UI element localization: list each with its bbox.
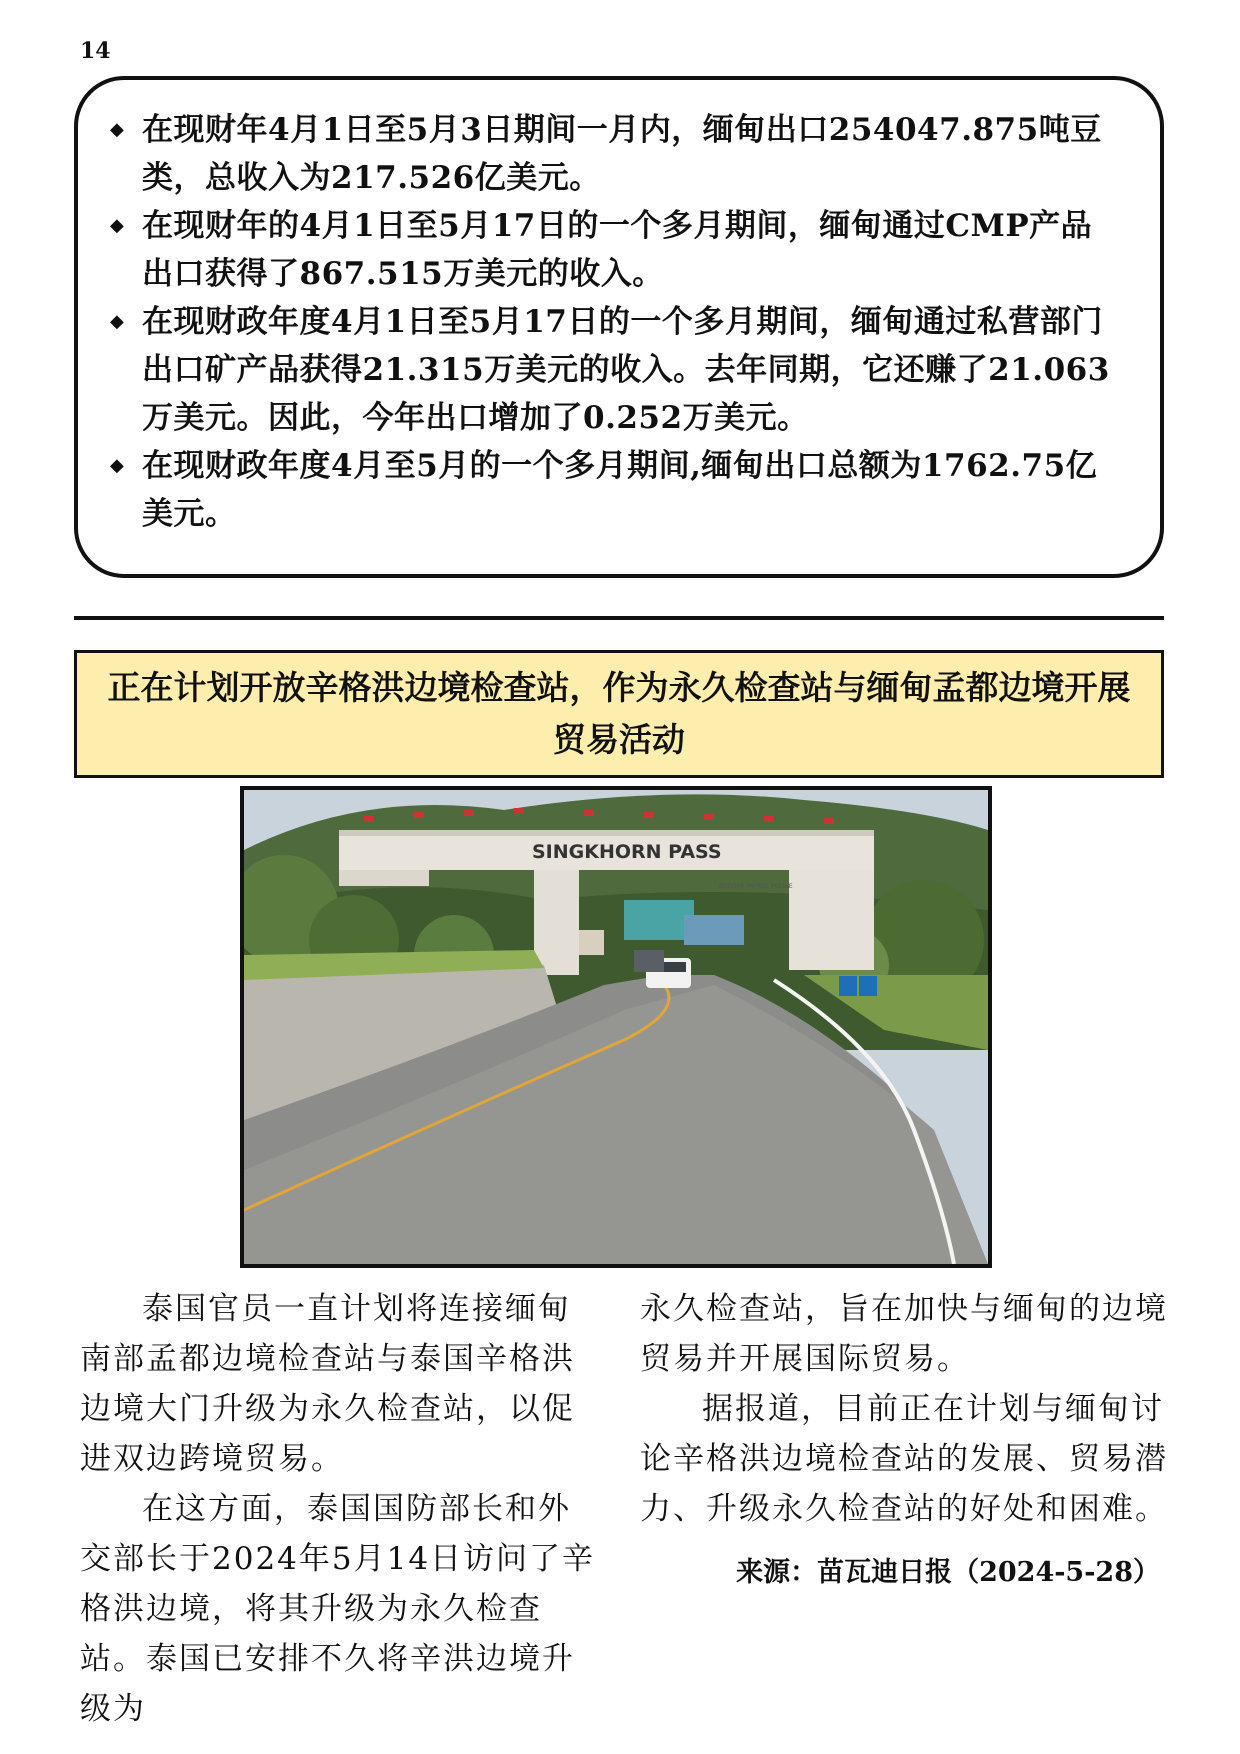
list-item: [108, 442, 1120, 538]
diamond-bullet-icon: ◆: [110, 311, 125, 332]
bullet-list: [78, 80, 1160, 538]
article-source: 来源：苗瓦迪日报（2024-5-28）: [736, 1557, 1160, 1588]
diamond-bullet-icon: ◆: [110, 119, 125, 140]
diamond-bullet-icon: ◆: [110, 455, 125, 476]
article-column-right: [640, 1284, 1170, 1598]
bullet-text: 在现财年4月1日至5月3日期间一月内，缅甸出口254047.875吨豆类，总收入为217.526亿美元。: [142, 112, 1102, 196]
bullet-text: 在现财年的4月1日至5月17日的一个多月期间，缅甸通过CMP产品出口获得了867.515万美元的收入。: [142, 208, 1093, 292]
section-divider: [74, 616, 1164, 620]
headline-box: [74, 650, 1164, 778]
diamond-bullet-icon: ◆: [110, 215, 125, 236]
article-photo: [240, 786, 992, 1268]
article-headline: 正在计划开放辛格洪边境检查站，作为永久检查站与缅甸孟都边境开展贸易活动: [107, 668, 1131, 759]
bullet-text: 在现财政年度4月至5月的一个多月期间,缅甸出口总额为1762.75亿美元。: [142, 448, 1098, 532]
list-item: [108, 298, 1120, 442]
gate-sign-text: SINGKHORN PASS: [532, 841, 722, 863]
article-paragraph: 据报道，目前正在计划与缅甸讨论辛格洪边境检查站的发展、贸易潜力、升级永久检查站的好处和困难。: [640, 1391, 1168, 1527]
summary-box: [74, 76, 1164, 578]
patrol-sign-text: BORDER PATROL POLICE: [719, 883, 793, 890]
article-paragraph: 在这方面，泰国国防部长和外交部长于2024年5月14日访问了辛格洪边境，将其升级为永久检查站。泰国已安排不久将辛洪边境升级为: [80, 1491, 596, 1727]
page-number: 14: [80, 38, 111, 64]
border-gate-photo: [244, 790, 988, 1264]
bullet-text: 在现财政年度4月1日至5月17日的一个多月期间，缅甸通过私营部门出口矿产品获得21.315万美元的收入。去年同期，它还赚了21.063万美元。因此，今年出口增加了0.252万美元。: [142, 304, 1110, 436]
article-column-left: [80, 1284, 600, 1734]
article-paragraph: 永久检查站，旨在加快与缅甸的边境贸易并开展国际贸易。: [640, 1291, 1168, 1377]
list-item: [108, 106, 1120, 202]
list-item: [108, 202, 1120, 298]
article-paragraph: 泰国官员一直计划将连接缅甸南部孟都边境检查站与泰国辛格洪边境大门升级为永久检查站，以促进双边跨境贸易。: [80, 1291, 575, 1477]
